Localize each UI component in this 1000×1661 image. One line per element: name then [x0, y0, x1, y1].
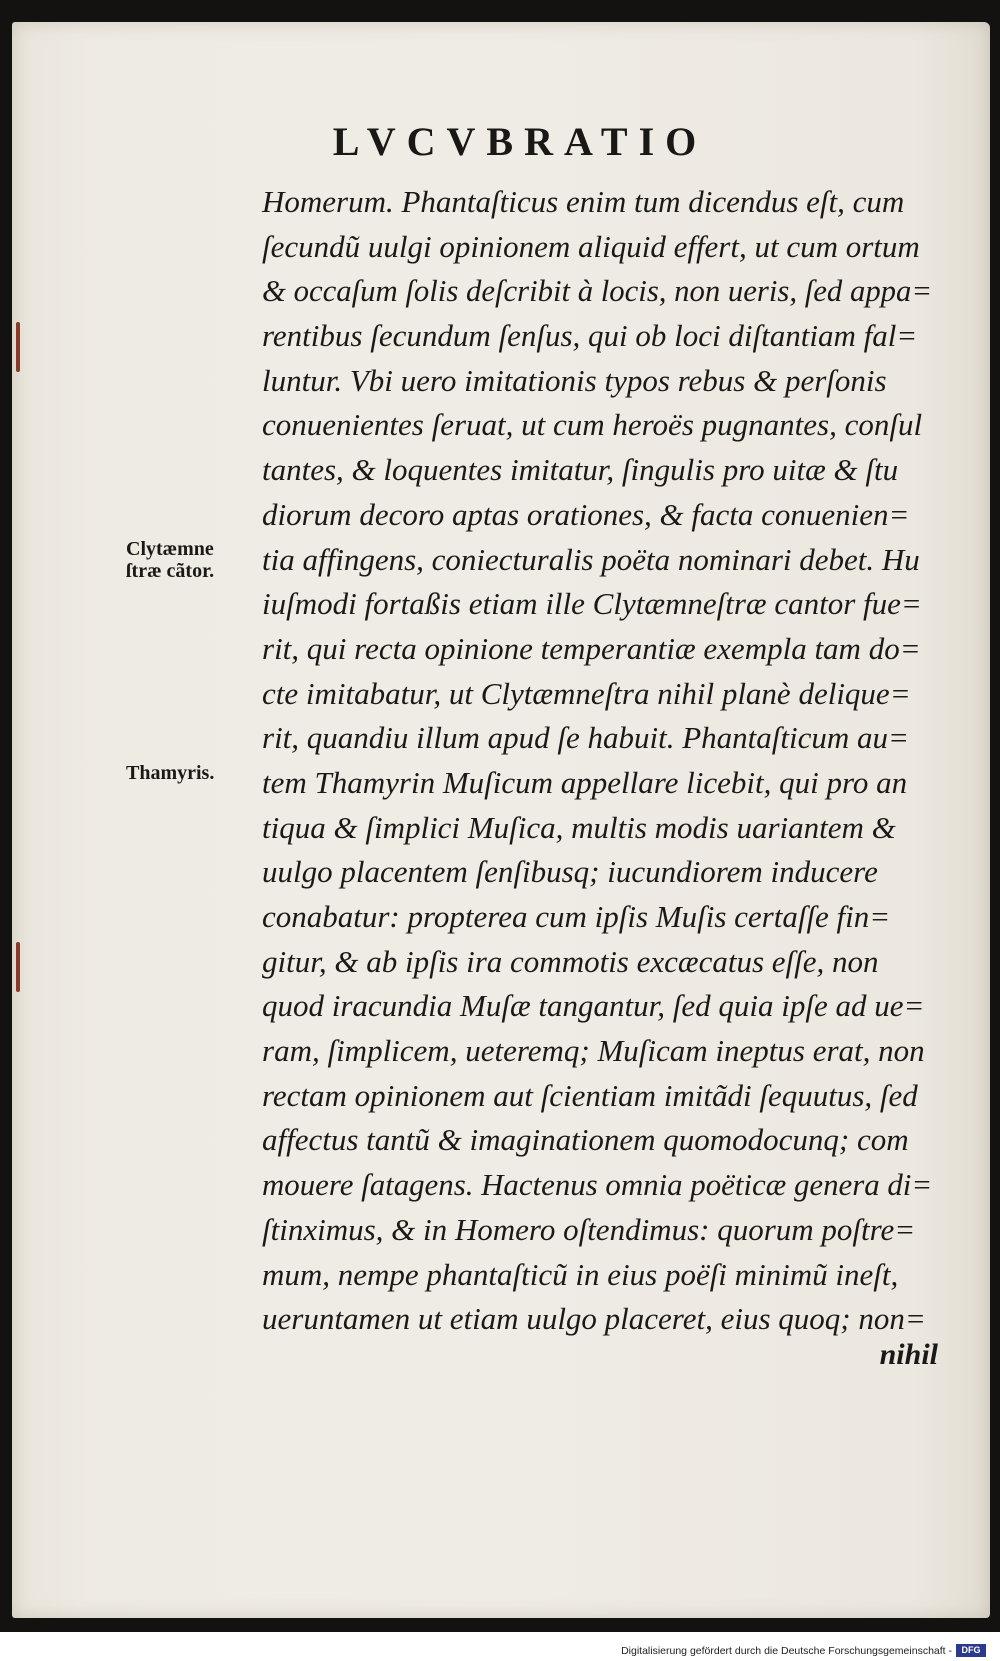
text-line: conabatur: propterea cum ipſis Muſis certaſſe fin=: [262, 899, 891, 934]
text-line: rectam opinionem aut ſcientiam imitãdi ſequutus, ſed: [262, 1077, 918, 1113]
funding-credit: Digitalisierung gefördert durch die Deutsche Forschungsgemeinschaft -: [621, 1645, 952, 1657]
text-line: & occaſum ſolis deſcribit à locis, non ueris, ſed appa=: [262, 273, 933, 309]
text-line: uulgo placentem ſenſibusq; iucundiorem inducere: [262, 854, 878, 890]
text-line: ſecundũ uulgi opinionem aliquid effert, ut cum ortum: [262, 228, 920, 264]
text-line: diorum decoro aptas orationes, & facta conuenien=: [262, 496, 910, 532]
text-line: cte imitabatur, ut Clytæmneſtra nihil planè delique=: [262, 675, 911, 711]
text-line: tem Thamyrin Muſicum appellare licebit, qui pro an: [262, 764, 908, 800]
text-line: ſtinximus, & in Homero oſtendimus: quorum poſtre=: [262, 1211, 916, 1247]
text-line: tantes, & loquentes imitatur, ſingulis pro uitæ & ſtu: [262, 452, 899, 488]
text-line: mum, nempe phantaſticũ in eius poëſi minimũ ineſt,: [262, 1256, 899, 1292]
dfg-logo: DFG: [956, 1644, 986, 1657]
margin-note-line: ſtræ cãtor.: [126, 560, 215, 582]
text-line: gitur, & ab ipſis ira commotis excæcatus eſſe, non: [262, 943, 879, 979]
margin-note-line: Clytæmne: [126, 538, 214, 560]
text-line: rit, quandiu illum apud ſe habuit. Phantaſticum au=: [262, 720, 909, 756]
text-line: affectus tantũ & imaginationem quomodocunq; com: [262, 1122, 909, 1158]
text-line: tiqua & ſimplici Muſica, multis modis uariantem &: [262, 809, 896, 845]
text-line: conuenientes ſeruat, ut cum heroës pugnantes, conſul: [262, 407, 923, 443]
text-line: luntur. Vbi uero imitationis typos rebus & perſonis: [262, 362, 887, 398]
text-line: rit, qui recta opinione temperantiæ exempla tam do=: [262, 630, 921, 666]
text-line: quod iracundia Muſæ tangantur, ſed quia ipſe ad ue=: [262, 988, 925, 1024]
gutter-mark: [16, 322, 20, 372]
text-line: mouere ſatagens. Hactenus omnia poëticæ genera di=: [262, 1167, 933, 1203]
margin-note-clytaemnestra: [126, 538, 214, 582]
margin-note-line: Thamyris.: [126, 762, 215, 784]
body-text: [262, 180, 932, 1342]
running-head: LVCVBRATIO: [332, 119, 708, 164]
text-line: Homerum. Phantaſticus enim tum dicendus eſt, cum: [262, 184, 905, 219]
margin-note-thamyris: [126, 762, 214, 784]
text-line: ram, ſimplicem, ueteremq; Muſicam ineptus erat, non: [262, 1033, 925, 1069]
text-line: iuſmodi fortaßis etiam ille Clytæmneſtræ cantor fue=: [262, 586, 922, 622]
text-line: tia affingens, coniecturalis poëta nominari debet. Hu: [262, 541, 920, 577]
text-line: ueruntamen ut etiam uulgo placeret, eius quoq; non=: [262, 1301, 926, 1337]
catchword: nihil: [879, 1338, 938, 1371]
text-line: rentibus ſecundum ſenſus, qui ob loci diſtantiam fal=: [262, 318, 918, 354]
gutter-mark: [16, 942, 20, 992]
